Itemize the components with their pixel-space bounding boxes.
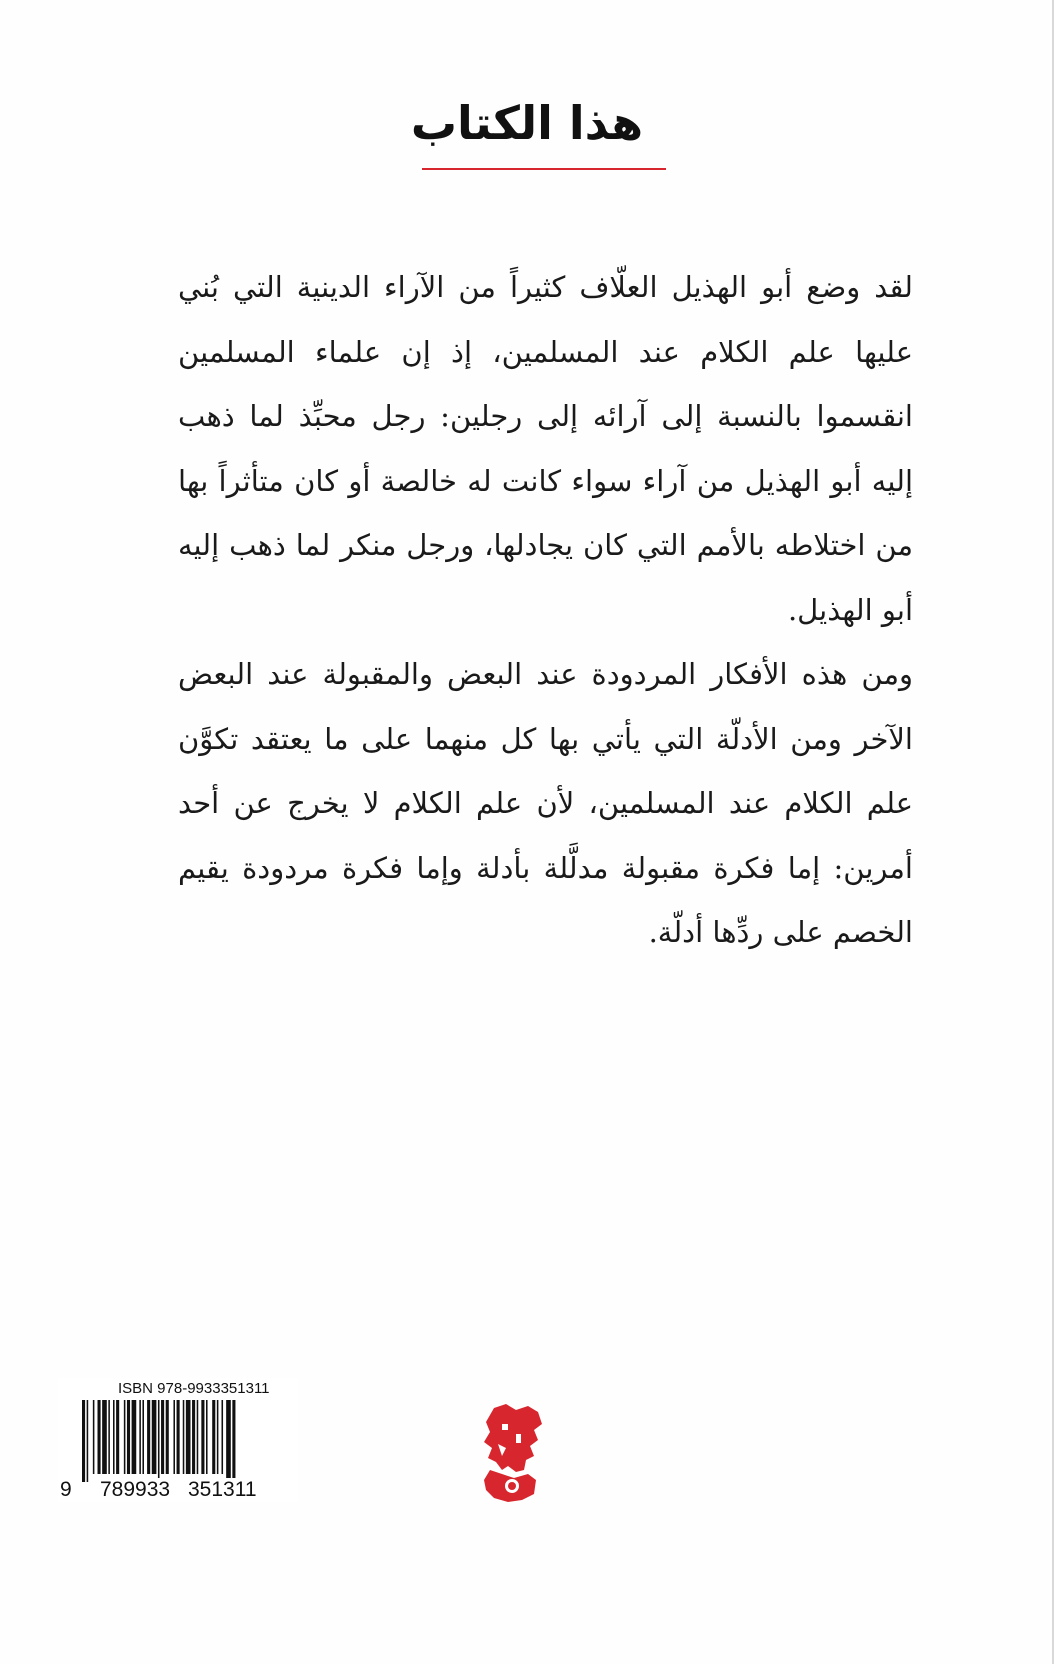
page-title: هذا الكتاب xyxy=(410,96,644,150)
blurb-text xyxy=(178,255,913,965)
publisher-seal-icon xyxy=(472,1400,562,1506)
isbn-label: ISBN 978-9933351311 xyxy=(118,1380,270,1397)
barcode-digits-left: 789933 xyxy=(96,1478,174,1502)
title-underline xyxy=(422,168,666,170)
barcode-icon xyxy=(82,1400,282,1482)
blurb-paragraph-1: لقد وضع أبو الهذيل العلّاف كثيراً من الآراء الدينية التي بُني عليها علم الكلام عند المسلمين، إذ إن علماء المسلمين انقسموا بالنسبة إلى آرائه إلى رجلين: رجل محبِّذ لما ذهب إليه أبو الهذيل من آراء سواء كانت له خالصة أو كان متأثراً بها من اختلاطه بالأمم التي كان يجادلها، ورجل منكر لما ذهب إليه أبو الهذيل. xyxy=(178,270,913,627)
blurb-paragraph-2: ومن هذه الأفكار المردودة عند البعض والمقبولة عند البعض الآخر ومن الأدلّة التي يأتي بها كل منهما على ما يعتقد تكوَّن علم الكلام عند المسلمين، لأن علم الكلام لا يخرج عن أحد أمرين: إما فكرة مقبولة مدلَّلة بأدلة وإما فكرة مردودة يقيم الخصم على ردِّها أدلّة. xyxy=(178,657,913,949)
barcode-digits-right: 351311 xyxy=(184,1478,261,1502)
barcode-digit-lead: 9 xyxy=(60,1478,72,1501)
